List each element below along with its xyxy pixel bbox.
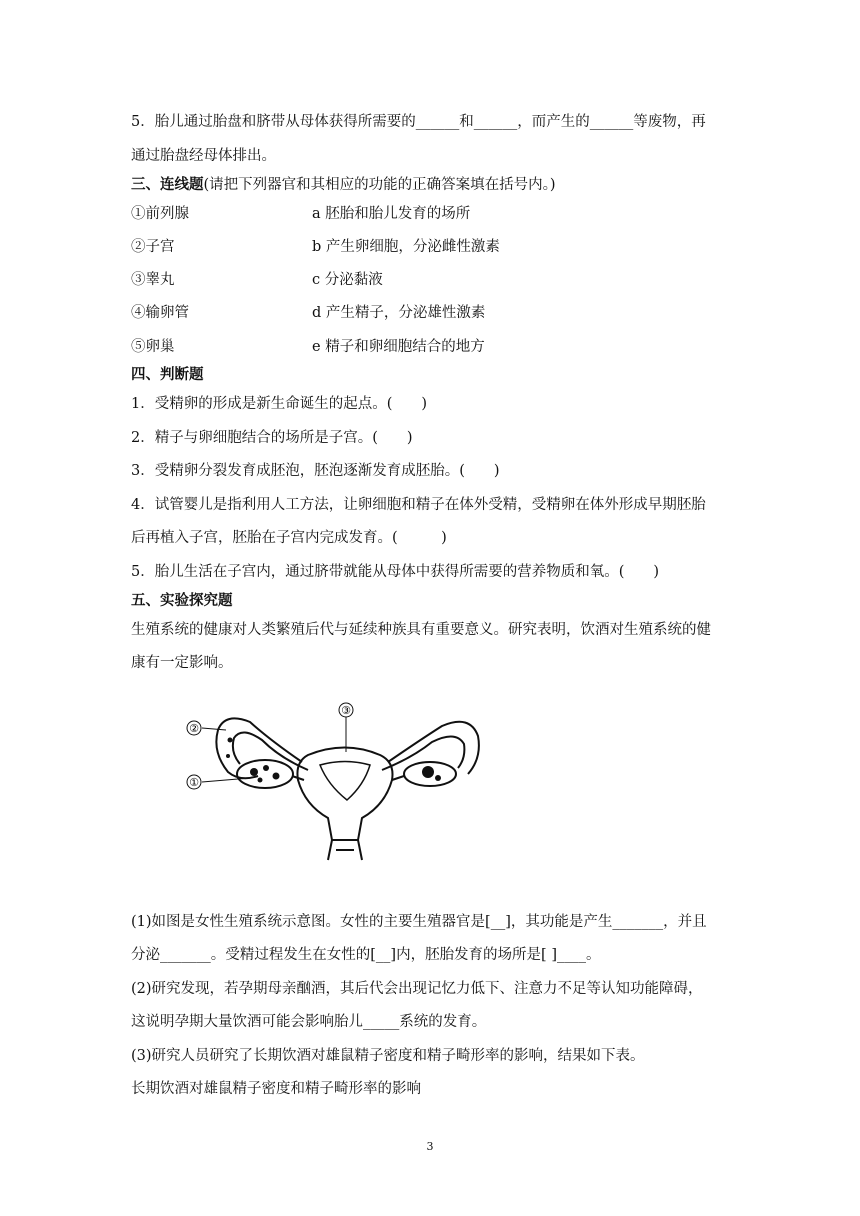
text-line: 这说明孕期大量饮酒可能会影响胎儿_____系统的发育。 <box>131 1014 487 1030</box>
question-item: 1．受精卵的形成是新生命诞生的起点。( ) <box>131 396 428 412</box>
question-item: 5．胎儿生活在子宫内，通过脐带就能从母体中获得所需要的营养物质和氧。( ) <box>131 564 660 580</box>
section-heading: 四、判断题 <box>131 366 204 383</box>
function-item: b 产生卵细胞，分泌雌性激素 <box>312 239 500 255</box>
organ-item: ③睾丸 <box>131 272 175 288</box>
text-line: 康有一定影响。 <box>131 655 233 671</box>
text-line: (3)研究人员研究了长期饮酒对雄鼠精子密度和精子畸形率的影响，结果如下表。 <box>131 1048 645 1064</box>
text-line: (1)如图是女性生殖系统示意图。女性的主要生殖器官是[__]，其功能是产生_______，并且 <box>131 914 707 930</box>
section-heading: 五、实验探究题 <box>131 592 233 609</box>
text-line: 5．胎儿通过胎盘和脐带从母体获得所需要的______和______，而产生的______等废物，再 <box>131 114 706 130</box>
female-reproductive-system-figure <box>180 700 500 870</box>
question-item: 后再植入子宫，胚胎在子宫内完成发育。( ) <box>131 530 447 546</box>
heading-text: 三、连线题 <box>131 176 204 193</box>
section-heading <box>131 175 556 195</box>
function-item: c 分泌黏液 <box>312 272 383 288</box>
question-item: 4．试管婴儿是指利用人工方法，让卵细胞和精子在体外受精，受精卵在体外形成早期胚胎 <box>131 497 706 513</box>
question-item: 2．精子与卵细胞结合的场所是子宫。( ) <box>131 430 413 446</box>
page-number: 3 <box>426 1140 434 1153</box>
label-3 <box>339 703 353 752</box>
organ-item: ①前列腺 <box>131 206 189 222</box>
instruction-text: (请把下列器官和其相应的功能的正确答案填在括号内。) <box>203 177 556 193</box>
function-item: d 产生精子，分泌雄性激素 <box>312 305 486 321</box>
function-item: e 精子和卵细胞结合的地方 <box>312 339 485 355</box>
organ-item: ②子宫 <box>131 239 175 255</box>
text-line: 生殖系统的健康对人类繁殖后代与延续种族具有重要意义。研究表明，饮酒对生殖系统的健 <box>131 622 711 638</box>
organ-item: ④输卵管 <box>131 305 189 321</box>
label-2 <box>187 721 226 735</box>
label-2-text: ② <box>189 722 199 735</box>
text-line: 通过胎盘经母体排出。 <box>131 148 276 164</box>
label-1-text: ① <box>189 776 199 789</box>
text-line: (2)研究发现，若孕期母亲酗酒，其后代会出现记忆力低下、注意力不足等认知功能障碍， <box>131 981 703 997</box>
organ-outline <box>216 718 479 860</box>
organ-item: ⑤卵巢 <box>131 339 175 355</box>
function-item: a 胚胎和胎儿发育的场所 <box>312 206 471 222</box>
label-3-text: ③ <box>341 704 351 717</box>
table-caption: 长期饮酒对雄鼠精子密度和精子畸形率的影响 <box>131 1081 421 1097</box>
text-line: 分泌_______。受精过程发生在女性的[__]内，胚胎发育的场所是[ ]____。 <box>131 947 601 963</box>
question-item: 3．受精卵分裂发育成胚泡，胚泡逐渐发育成胚胎。( ) <box>131 463 500 479</box>
